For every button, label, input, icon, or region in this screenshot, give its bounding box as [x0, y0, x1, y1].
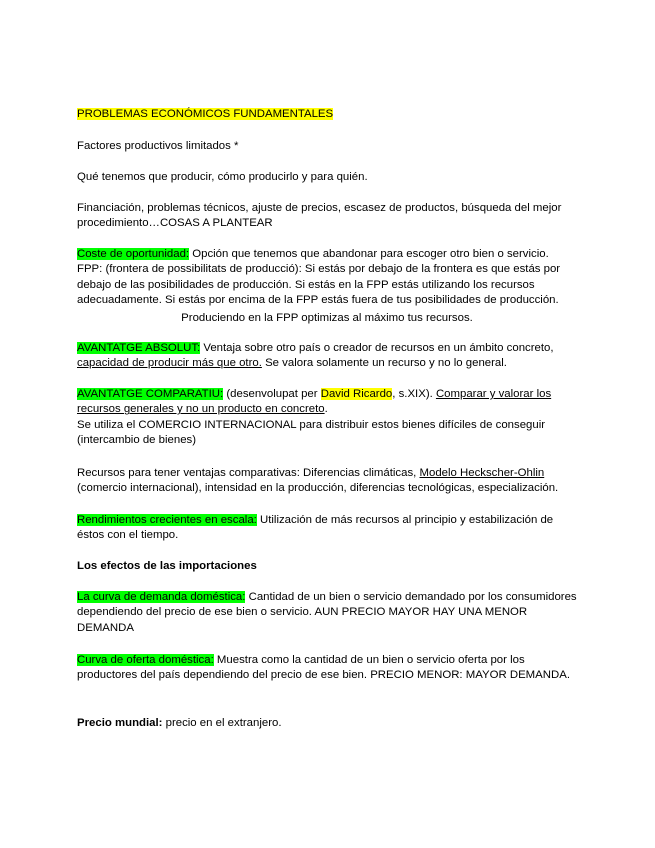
heading-problemas	[77, 107, 577, 122]
paragraph-precio-mundial	[77, 716, 577, 731]
comparatiu-text-1: (desenvolupat per	[223, 388, 321, 400]
comparatiu-line-2: Se utiliza el COMERCIO INTERNACIONAL para distribuir estos bienes difíciles de conseguir (intercambio de bienes)	[77, 419, 546, 447]
paragraph-financiacion: Financiación, problemas técnicos, ajuste de precios, escasez de productos, búsqueda del mejor procedimiento…COSAS A PLANTEAR	[77, 202, 562, 230]
paragraph-factores: Factores productivos limitados *	[77, 140, 239, 152]
rendimientos-text: Utilización de más recursos al principio y estabilización de éstos con el tiempo.	[77, 514, 554, 542]
heading-efectos-importaciones: Los efectos de las importaciones	[77, 560, 257, 572]
recursos-underlined: Modelo Heckscher-Ohlin	[419, 467, 545, 479]
heading-highlight: PROBLEMAS ECONÓMICOS FUNDAMENTALES	[77, 108, 334, 120]
term-curva-demanda: La curva de demanda doméstica:	[77, 591, 246, 603]
comparatiu-text-2: , s.XIX).	[392, 388, 436, 400]
coste-centered-line: Produciendo en la FPP optimizas al máximo tus recursos.	[181, 312, 473, 324]
paragraph-curva-oferta	[77, 653, 577, 684]
paragraph-que-producir: Qué tenemos que producir, cómo producirlo y para quién.	[77, 171, 368, 183]
term-rendimientos: Rendimientos crecientes en escala:	[77, 514, 257, 526]
absolut-underlined: capacidad de producir más que otro.	[77, 357, 262, 370]
oferta-text: Muestra como la cantidad de un bien o servicio oferta por los productores del país dependiendo del precio de ese bien. PRECIO MENOR: MAYOR DEMANDA.	[77, 654, 570, 682]
person-david-ricardo: David Ricardo	[320, 388, 393, 400]
paragraph-coste-oportunidad	[77, 247, 577, 309]
comparatiu-text-3: .	[324, 403, 328, 416]
paragraph-recursos	[77, 466, 577, 497]
term-precio-mundial: Precio mundial:	[77, 717, 163, 729]
absolut-text-2: Se valora solamente un recurso y no lo general.	[261, 357, 507, 370]
term-coste-oportunidad: Coste de oportunidad:	[77, 248, 190, 260]
paragraph-curva-demanda	[77, 590, 577, 636]
paragraph-avantatge-absolut	[77, 341, 577, 372]
term-avantatge-comparatiu: AVANTATGE COMPARATIU:	[77, 388, 224, 400]
paragraph-rendimientos	[77, 513, 577, 544]
paragraph-avantatge-comparatiu	[77, 387, 577, 418]
demanda-text: Cantidad de un bien o servicio demandado por los consumidores dependiendo del precio de ese bien o servicio. AUN PRECIO MAYOR HAY UNA MENOR DEMANDA	[77, 591, 577, 634]
coste-text: Opción que tenemos que abandonar para escoger otro bien o servicio. FPP: (frontera de possibilitats de producció): Si estás por debajo de la frontera es que estás por debajo de las posibilidades de producción. Si estás en la FPP estás utilizando los recursos adecuadamente. Si estás por encima de la FPP estás fuera de tus posibilidades de producción.	[77, 248, 561, 307]
comparatiu-underlined: Comparar y valorar los recursos generales y no un producto en concreto	[77, 388, 552, 416]
term-curva-oferta: Curva de oferta doméstica:	[77, 654, 214, 666]
term-avantatge-absolut: AVANTATGE ABSOLUT:	[77, 342, 201, 354]
absolut-text-1: Ventaja sobre otro país o creador de recursos en un ámbito concreto,	[200, 342, 554, 354]
recursos-text-1: Recursos para tener ventajas comparativas: Diferencias climáticas,	[77, 467, 420, 479]
precio-text: precio en el extranjero.	[162, 717, 282, 729]
recursos-text-2: (comercio internacional), intensidad en la producción, diferencias tecnológicas, especialización.	[77, 482, 559, 495]
